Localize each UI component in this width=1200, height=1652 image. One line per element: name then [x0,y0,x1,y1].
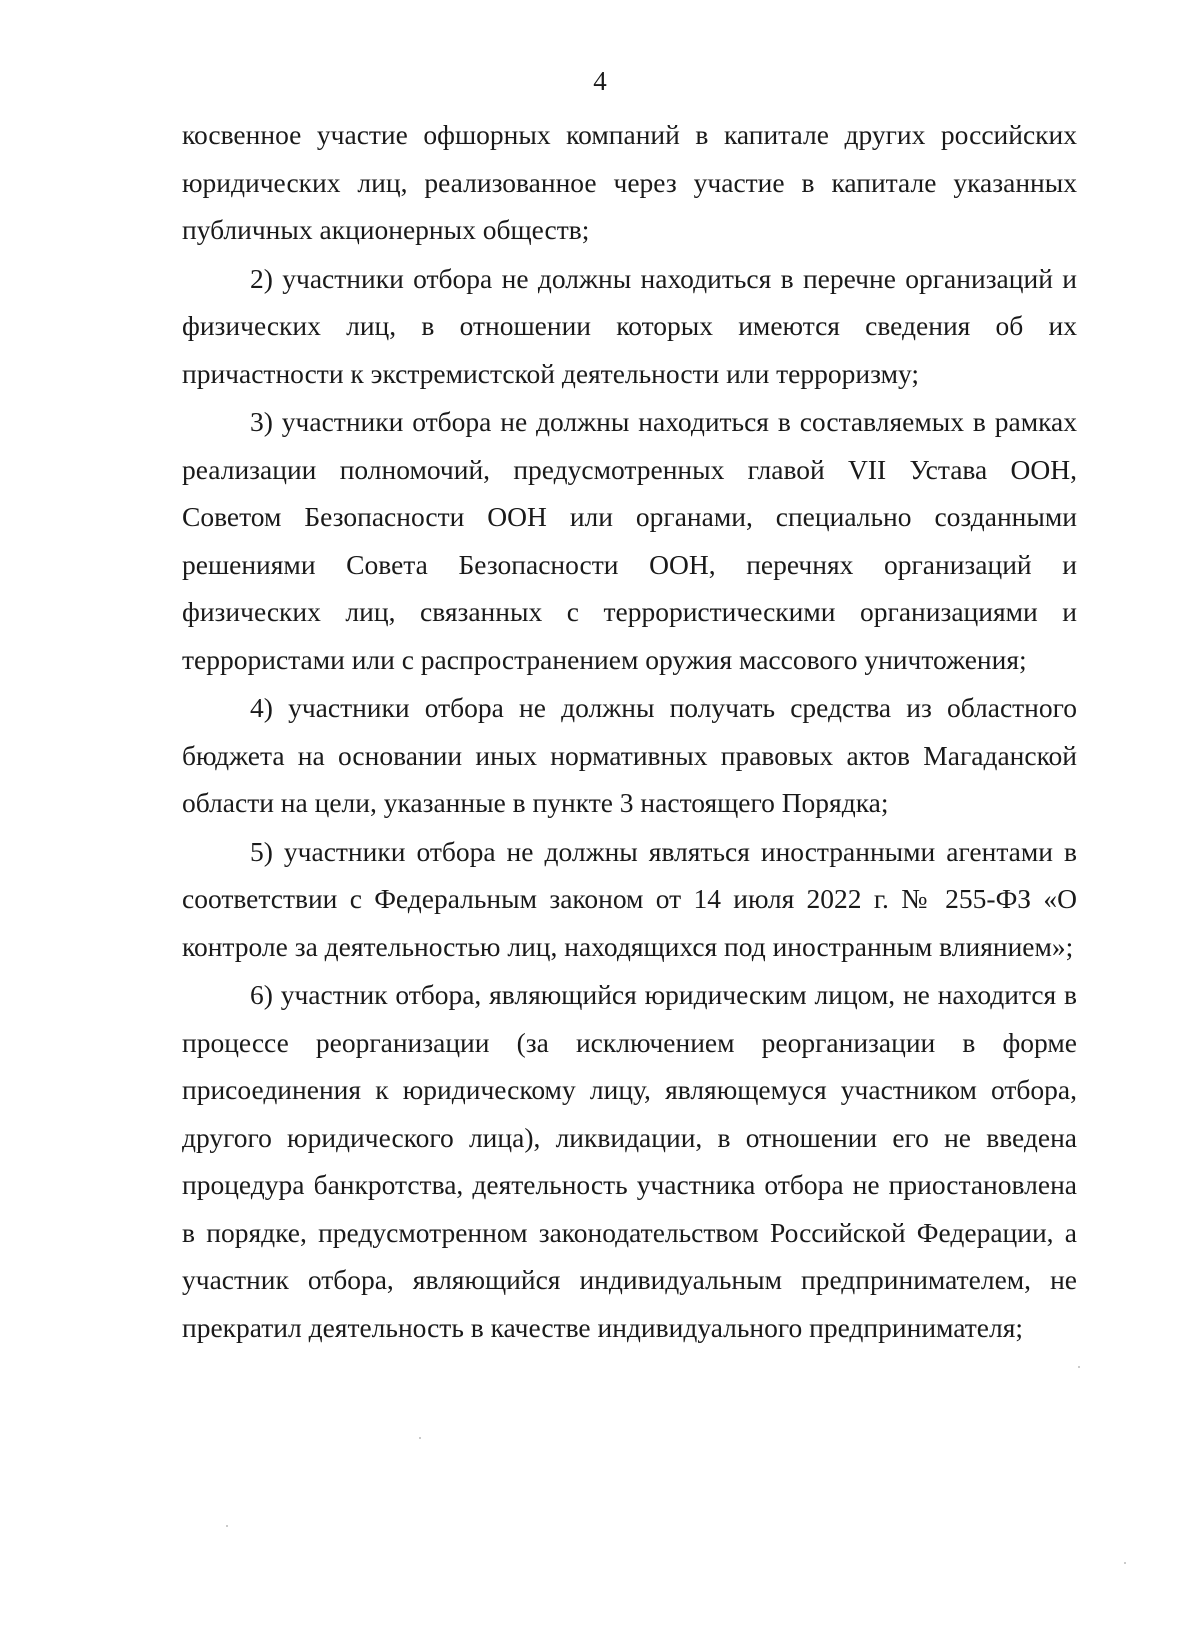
paragraph-item-3: 3) участники отбора не должны находиться в составляемых в рамках реализации полномочий, предусмотренных главой VII Устава ООН, Советом Безопасности ООН или органами, специально созданными решениями Совета Безопасности ООН, перечнях организаций и физических лиц, связанных с террористическими организациями и террористами или с распространением оружия массового уничтожения; [182,406,1077,675]
scan-speck [1124,1562,1126,1564]
page-number: 4 [593,66,607,96]
paragraph-item-4: 4) участники отбора не должны получать средства из областного бюджета на основании иных нормативных правовых актов Магаданской области на цели, указанные в пункте 3 настоящего Порядка; [182,692,1077,818]
paragraph-item-5: 5) участники отбора не должны являться иностранными агентами в соответствии с Федеральным законом от 14 июля 2022 г. № 255-ФЗ «О контроле за деятельностью лиц, находящихся под иностранным влиянием»; [182,835,1077,962]
scan-speck [1078,1366,1080,1368]
document-body [182,111,1077,1352]
paragraph-continuation: косвенное участие офшорных компаний в капитале других российских юридических лиц, реализованное через участие в капитале указанных публичных акционерных обществ; [182,119,1077,245]
paragraph-item-2: 2) участники отбора не должны находиться в перечне организаций и физических лиц, в отношении которых имеются сведения об их причастности к экстремистской деятельности или терроризму; [182,262,1077,389]
scan-speck [419,1437,421,1439]
paragraph-item-6: 6) участник отбора, являющийся юридическим лицом, не находится в процессе реорганизации (за исключением реорганизации в форме присоединения к юридическому лицу, являющемуся участником отбора, другого юридического лица), ликвидации, в отношении его не введена процедура банкротства, деятельность участника отбора не приостановлена в порядке, предусмотренном законодательством Российской Федерации, а участник отбора, являющийся индивидуальным предпринимателем, не прекратил деятельность в качестве индивидуального предпринимателя; [182,979,1077,1343]
scan-speck [226,1525,228,1527]
